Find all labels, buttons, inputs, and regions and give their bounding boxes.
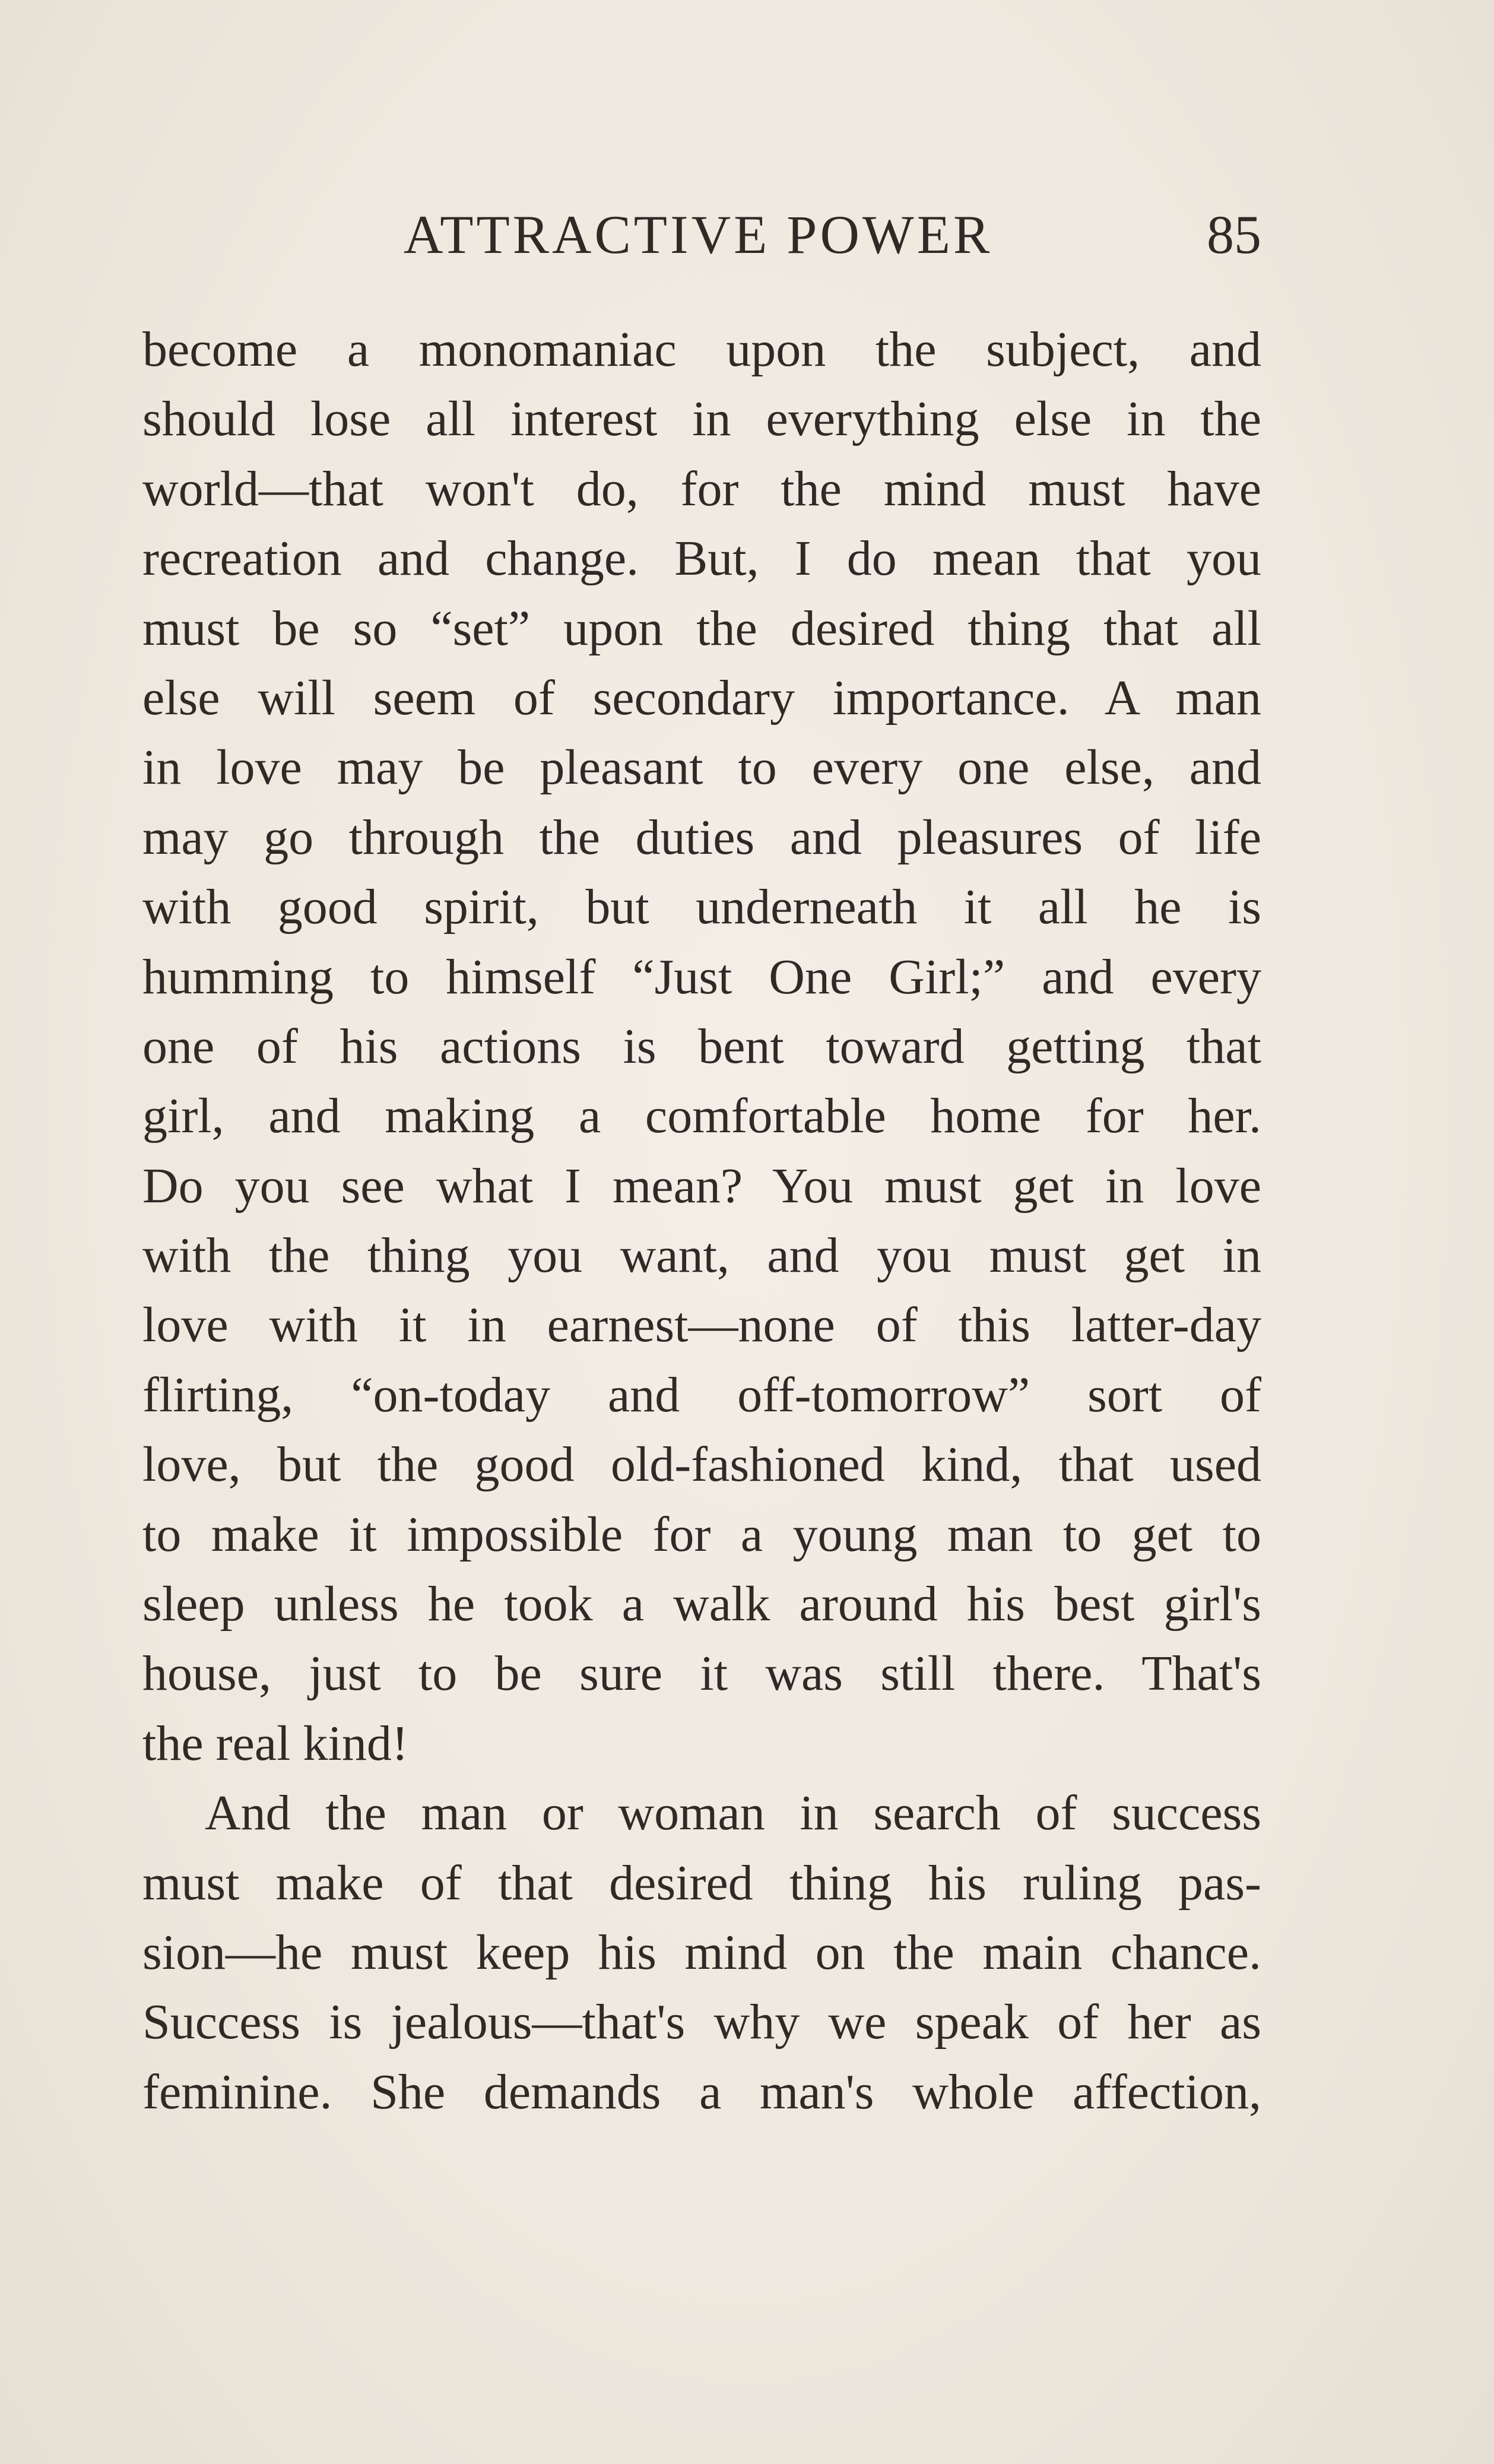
text-line: world—that won't do, for the mind must have: [142, 461, 1261, 517]
running-title: ATTRACTIVE POWER: [404, 204, 993, 265]
text-line: the real kind!: [142, 1715, 408, 1771]
text-line: one of his actions is bent toward getting that: [142, 1018, 1261, 1074]
text-line: love, but the good old-fashioned kind, that used: [142, 1437, 1261, 1493]
text-line: sion—he must keep his mind on the main chance.: [142, 1924, 1261, 1980]
text-line: else will seem of secondary importance. A man: [142, 670, 1261, 726]
text-line: Do you see what I mean? You must get in love: [142, 1158, 1261, 1214]
text-line: flirting, “on-today and off-tomorrow” sort of: [142, 1367, 1261, 1423]
text-line: Success is jealous—that's why we speak of her as: [142, 1994, 1261, 2050]
text-line: must be so “set” upon the desired thing that all: [142, 600, 1261, 656]
text-line: humming to himself “Just One Girl;” and every: [142, 949, 1261, 1005]
text-line: with the thing you want, and you must get in: [142, 1228, 1261, 1284]
text-line: in love may be pleasant to every one else, and: [142, 740, 1261, 796]
text-line: must make of that desired thing his ruling pas-: [142, 1855, 1261, 1911]
text-line: become a monomaniac upon the subject, and: [142, 322, 1261, 377]
text-line: to make it impossible for a young man to get to: [142, 1506, 1261, 1562]
text-line: house, just to be sure it was still there. That's: [142, 1646, 1261, 1702]
text-line: may go through the duties and pleasures of life: [142, 809, 1261, 865]
page-number: 85: [1207, 204, 1261, 265]
body-text: [142, 315, 1261, 2127]
text-line: sleep unless he took a walk around his best girl's: [142, 1576, 1261, 1632]
text-line: feminine. She demands a man's whole affection,: [142, 2064, 1261, 2120]
text-line: love with it in earnest—none of this latter-day: [142, 1297, 1261, 1353]
text-line: recreation and change. But, I do mean that you: [142, 531, 1261, 587]
text-line: girl, and making a comfortable home for her.: [142, 1088, 1261, 1144]
text-line: And the man or woman in search of success: [205, 1785, 1261, 1841]
page-header: [142, 196, 1261, 273]
text-line: should lose all interest in everything else in the: [142, 391, 1261, 447]
text-line: with good spirit, but underneath it all he is: [142, 879, 1261, 935]
